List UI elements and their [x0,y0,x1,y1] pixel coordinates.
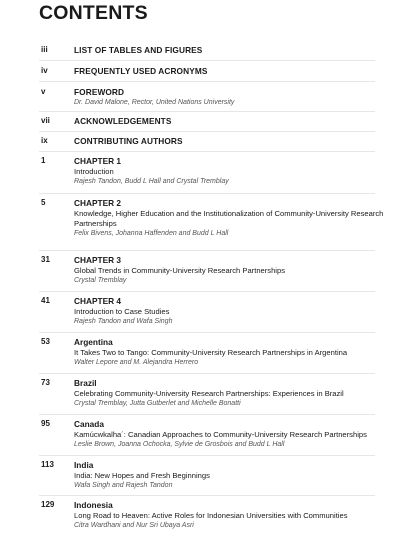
toc-subtitle: Knowledge, Higher Education and the Institutionalization of Community-University Research Partnerships [74,209,384,228]
toc-heading: LIST OF TABLES AND FIGURES [74,45,203,55]
toc-heading: CHAPTER 1 [74,156,122,166]
toc-heading: FOREWORD [74,87,125,97]
toc-page-number: 95 [41,419,50,428]
toc-authors: Dr. David Malone, Rector, United Nations University [74,99,235,106]
page-title: CONTENTS [39,2,148,24]
toc-subtitle: India: New Hopes and Fresh Beginnings [74,471,210,480]
toc-page-number: iv [41,66,48,75]
divider [39,81,375,82]
toc-page-number: 113 [41,460,54,469]
toc-subtitle: It Takes Two to Tango: Community-University Research Partnerships in Argentina [74,348,348,357]
toc-page-number: 73 [41,378,50,387]
toc-authors: Rajesh Tandon, Budd L Hall and Crystal Tremblay [74,178,229,185]
divider [39,495,375,496]
toc-authors: Crystal Tremblay, Jutta Gutberlet and Michelle Bonatti [74,400,241,407]
toc-subtitle: Introduction to Case Studies [74,307,170,316]
toc-subtitle: Global Trends in Community-University Research Partnerships [74,266,286,275]
toc-page-number: 1 [41,156,46,165]
divider [39,373,375,374]
divider [39,193,375,194]
toc-heading: India [74,460,94,470]
toc-authors: Leslie Brown, Joanna Ochocka, Sylvie de Grosbois and Budd L Hall [74,441,285,448]
toc-page-number: ix [41,136,48,145]
toc-heading: Canada [74,419,104,429]
divider [39,414,375,415]
toc-subtitle: Long Road to Heaven: Active Roles for Indonesian Universities with Communities [74,511,348,520]
divider [39,151,375,152]
toc-subtitle: Introduction [74,167,114,176]
toc-authors: Crystal Tremblay [74,277,127,284]
toc-heading: Argentina [74,337,113,347]
toc-heading: CHAPTER 2 [74,198,122,208]
divider [39,131,375,132]
toc-authors: Wafa Singh and Rajesh Tandon [74,482,173,489]
divider [39,60,375,61]
toc-page-number: iii [41,45,48,54]
toc-authors: Felix Bivens, Johanna Haffenden and Budd L Hall [74,230,229,237]
toc-page-number: vii [41,116,50,125]
toc-subtitle: Kamúcwkalha´: Canadian Approaches to Community-University Research Partnerships [74,430,367,439]
toc-authors: Walter Lepore and M. Alejandra Herrero [74,359,199,366]
toc-authors: Rajesh Tandon and Wafa Singh [74,318,173,325]
toc-page-number: 53 [41,337,50,346]
toc-page-number: 31 [41,255,50,264]
toc-heading: FREQUENTLY USED ACRONYMS [74,66,208,76]
divider [39,250,375,251]
toc-heading: CHAPTER 4 [74,296,122,306]
divider [39,455,375,456]
toc-page-number: 41 [41,296,50,305]
toc-heading: ACKNOWLEDGEMENTS [74,116,172,126]
toc-heading: CHAPTER 3 [74,255,122,265]
toc-subtitle: Celebrating Community-University Research Partnerships: Experiences in Brazil [74,389,344,398]
toc-authors: Citra Wardhani and Nur Sri Ubaya Asri [74,522,194,529]
toc-heading: CONTRIBUTING AUTHORS [74,136,183,146]
toc-page-number: 129 [41,500,55,509]
toc-page-number: v [41,87,46,96]
divider [39,111,375,112]
divider [39,332,375,333]
toc-page-number: 5 [41,198,46,207]
toc-heading: Indonesia [74,500,113,510]
divider [39,291,375,292]
toc-heading: Brazil [74,378,97,388]
